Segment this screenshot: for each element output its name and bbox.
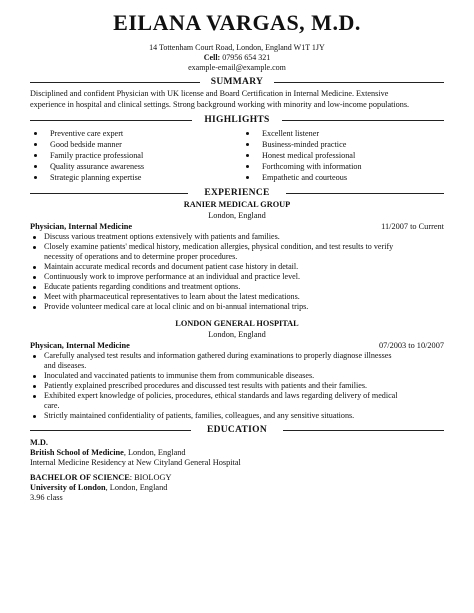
duty-item: Closely examine patients' medical history, medication allergies, physical condition, and test results to verify necessity of operations and to determine proper procedures. xyxy=(30,242,444,262)
job-duties xyxy=(30,232,444,312)
job-dates: 11/2007 to Current xyxy=(381,222,444,231)
highlight-item: Forthcoming with information xyxy=(242,161,362,172)
duty-item: Exhibited expert knowledge of policies, procedures, ethical standards and laws regarding delivery of medical care. xyxy=(30,391,444,411)
phone-line xyxy=(0,53,474,63)
employer-name: RANIER MEDICAL GROUP xyxy=(183,200,291,209)
duty-item: Maintain accurate medical records and document patient case history in detail. xyxy=(30,262,444,272)
job-duties xyxy=(30,351,444,421)
duty-item: Educate patients regarding conditions and treatment options. xyxy=(30,282,444,292)
school-location: , London, England xyxy=(105,483,168,492)
duty-item: Inoculated and vaccinated patients to immunise them from communicable diseases. xyxy=(30,371,444,381)
employer-name: LONDON GENERAL HOSPITAL xyxy=(175,319,299,328)
degree: BACHELOR OF SCIENCE xyxy=(30,473,130,482)
highlight-item: Quality assurance awareness xyxy=(30,161,144,172)
highlight-item: Preventive care expert xyxy=(30,128,144,139)
email: example-email@example.com xyxy=(188,63,286,72)
cell-number: 07956 654 321 xyxy=(222,53,271,62)
highlight-item: Excellent listener xyxy=(242,128,362,139)
job-title-row xyxy=(30,222,444,232)
duty-item: Carefully analysed test results and information gathered during examinations to properly diagnose illnesses and diseases. xyxy=(30,351,444,371)
school-location: , London, England xyxy=(123,448,186,457)
degree: M.D. xyxy=(30,438,48,447)
job-title: Physican, Internal Medicine xyxy=(30,341,130,350)
highlight-item: Empathetic and courteous xyxy=(242,172,362,183)
highlight-item: Good bedside manner xyxy=(30,139,144,150)
highlight-item: Strategic planning expertise xyxy=(30,172,144,183)
education-heading: EDUCATION xyxy=(30,424,444,436)
degree-line xyxy=(30,473,444,483)
education-note: Internal Medicine Residency at New Cityland General Hospital xyxy=(30,458,241,467)
highlights-heading: HIGHLIGHTS xyxy=(30,114,444,126)
experience-heading: EXPERIENCE xyxy=(30,187,444,199)
highlight-item: Family practice professional xyxy=(30,150,144,161)
school-line xyxy=(30,483,444,493)
job-dates: 07/2003 to 10/2007 xyxy=(379,341,444,350)
highlight-item: Honest medical professional xyxy=(242,150,362,161)
highlights-left xyxy=(30,128,144,183)
duty-item: Meet with pharmaceutical representatives to learn about the latest medications. xyxy=(30,292,444,302)
degree-field: : BIOLOGY xyxy=(129,473,172,482)
school-name: British School of Medicine xyxy=(30,448,124,457)
education-note: 3.96 class xyxy=(30,493,63,502)
cell-label: Cell: xyxy=(203,53,221,62)
summary-text: Disciplined and confident Physician with UK license and Board Certification in Internal Medicine. Extensive experience in hospital and clinical settings. Strong background working with minority and low-income populations. xyxy=(30,89,410,109)
highlights-right xyxy=(242,128,362,183)
duty-item: Patiently explained prescribed procedures and discussed test results with patients and their families. xyxy=(30,381,444,391)
school-name: University of London xyxy=(30,483,106,492)
job-title-row xyxy=(30,341,444,351)
highlight-item: Business-minded practice xyxy=(242,139,362,150)
address: 14 Tottenham Court Road, London, England W1T 1JY xyxy=(149,43,325,52)
employer-location: London, England xyxy=(208,211,266,220)
school-line xyxy=(30,448,444,458)
employer-location: London, England xyxy=(208,330,266,339)
candidate-name: EILANA VARGAS, M.D. xyxy=(113,10,361,35)
duty-item: Continuously work to improve performance at an individual and practice level. xyxy=(30,272,444,282)
duty-item: Discuss various treatment options extensively with patients and families. xyxy=(30,232,444,242)
duty-item: Strictly maintained confidentiality of patients, families, colleagues, and any sensitive situations. xyxy=(30,411,444,421)
summary-heading: SUMMARY xyxy=(30,76,444,88)
duty-item: Provide volunteer medical care at local clinic and on bi-annual international trips. xyxy=(30,302,444,312)
job-title: Physician, Internal Medicine xyxy=(30,222,133,231)
